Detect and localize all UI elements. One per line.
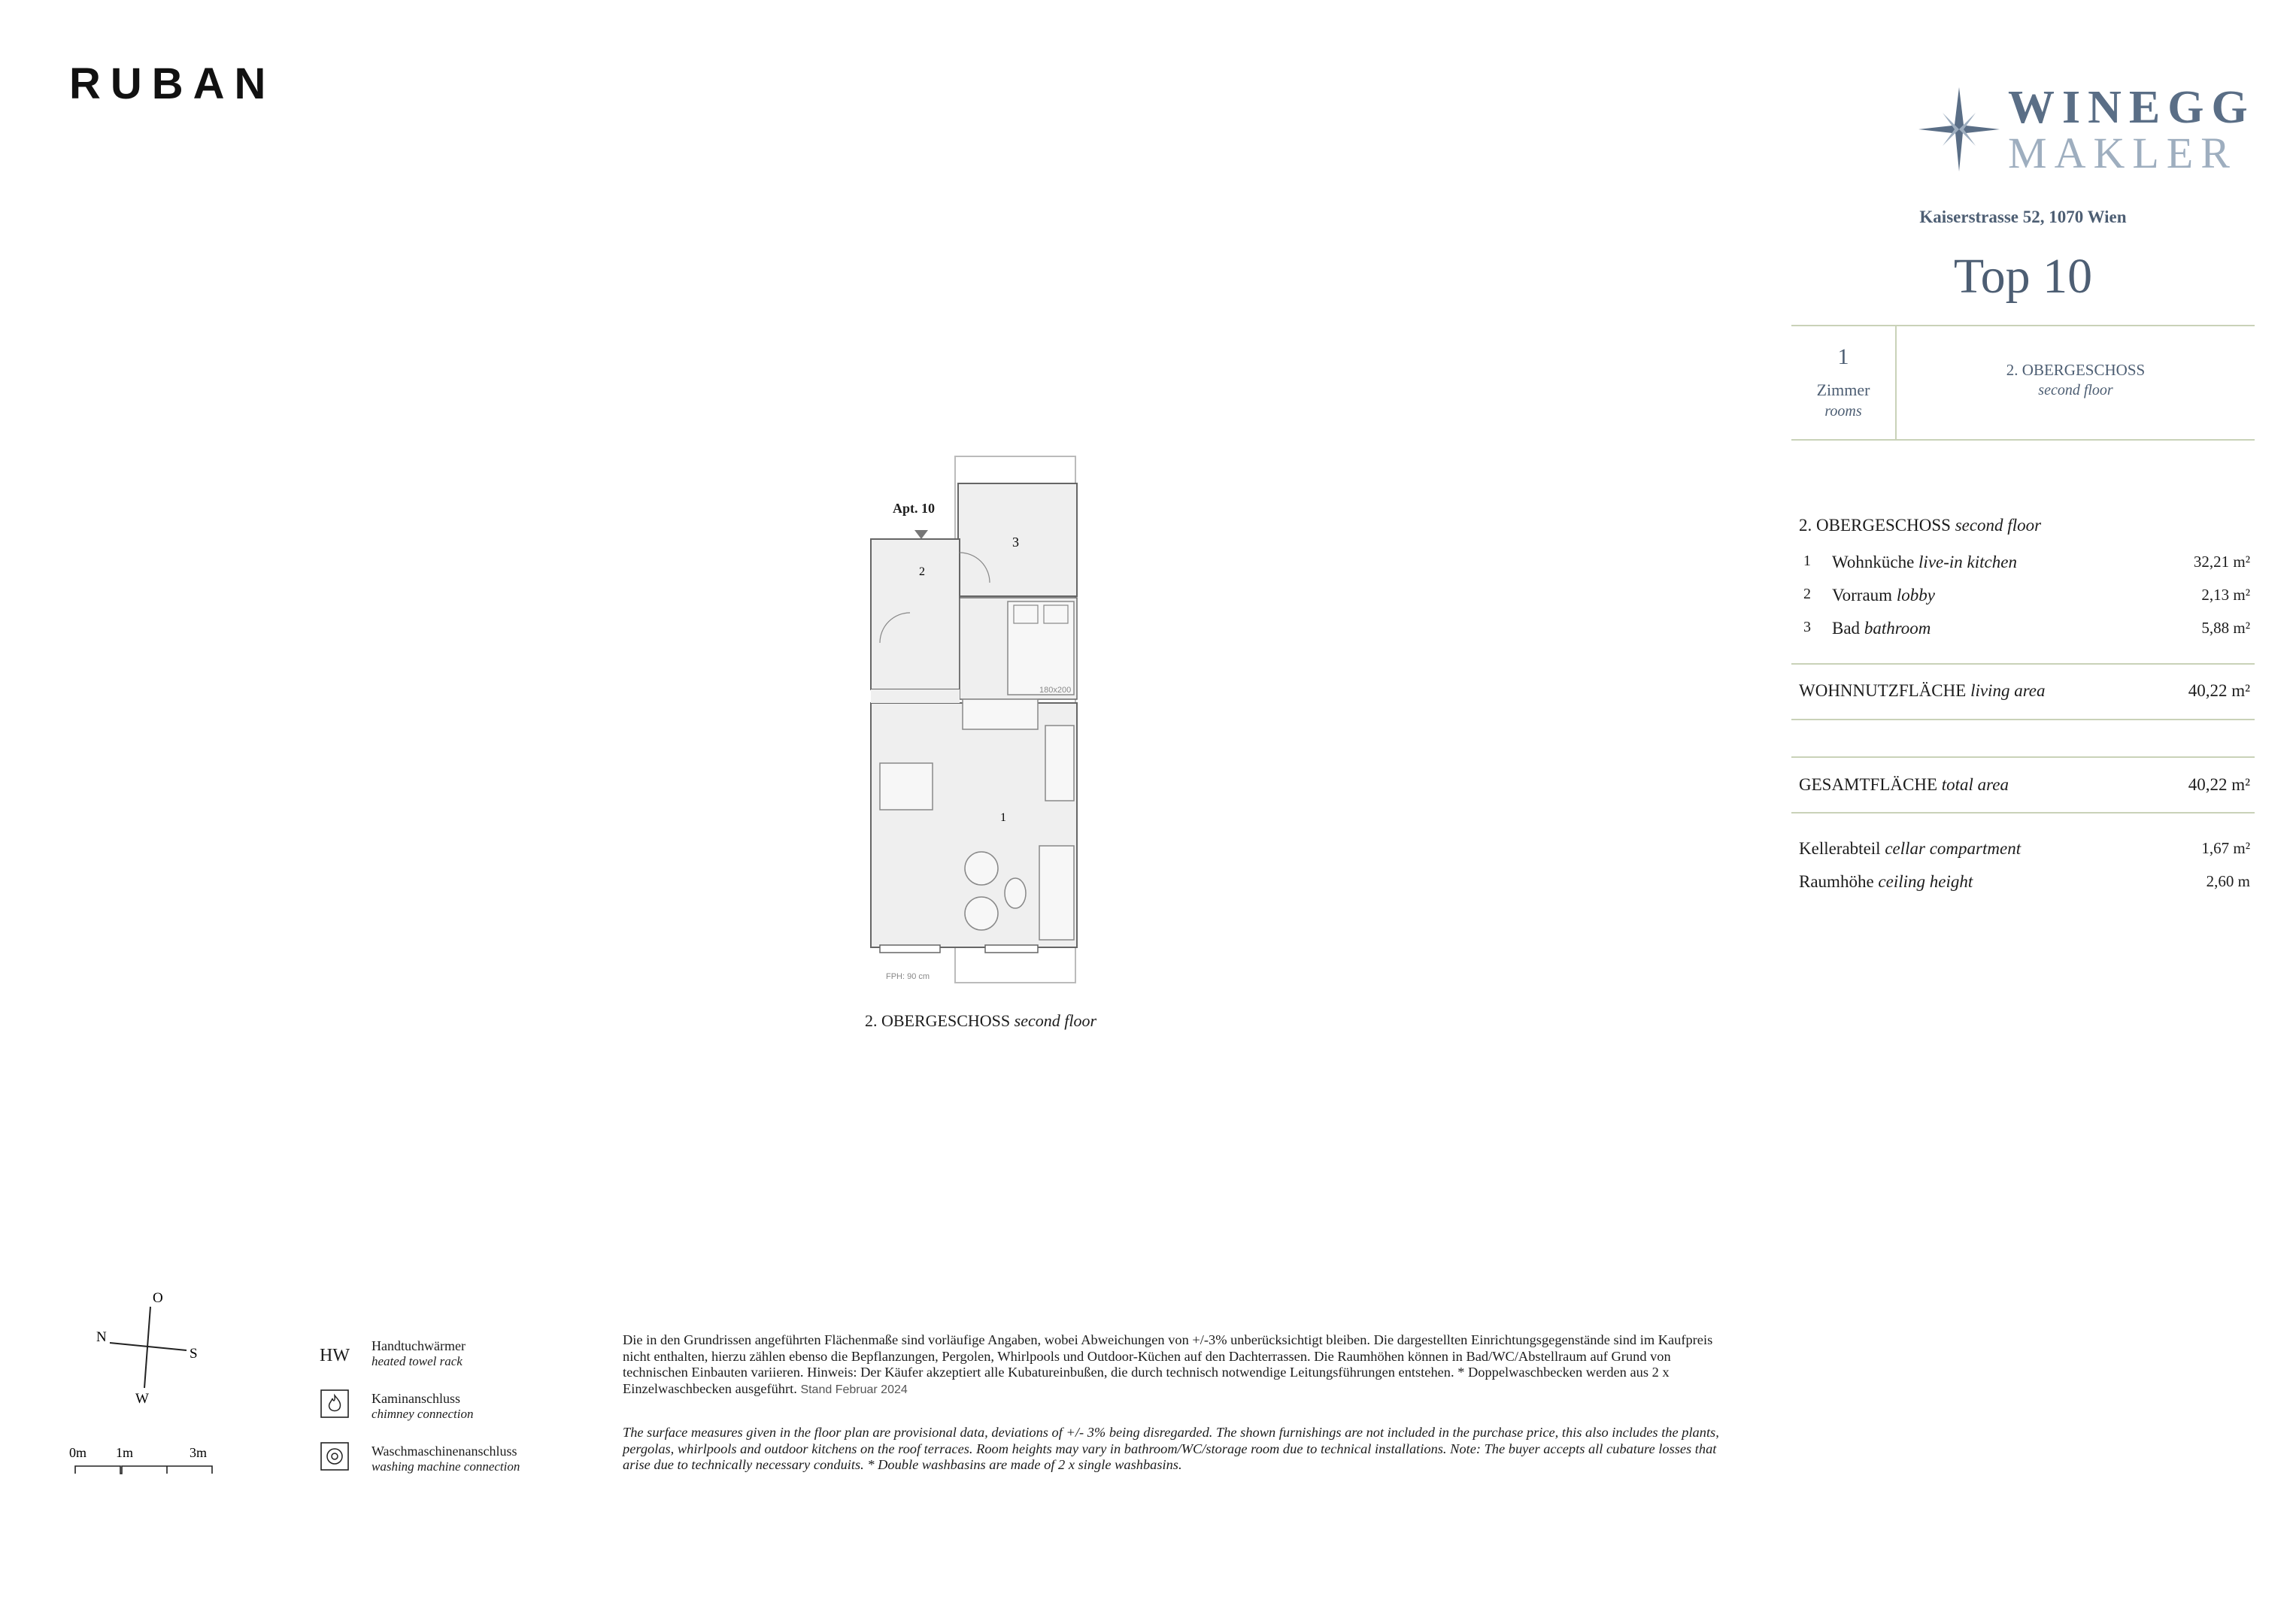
scale-1: 1m: [116, 1445, 134, 1460]
rooms-box: [1791, 326, 1895, 439]
cellar-value: 1,67 m²: [2201, 839, 2250, 857]
address: Kaiserstrasse 52, 1070 Wien: [1919, 208, 2127, 226]
living-area-row: [1799, 681, 2250, 704]
rooms-count: 1: [1837, 344, 1849, 369]
rule: [1791, 663, 2255, 665]
floor-plan: [865, 455, 1113, 985]
rooms-label-en: rooms: [1824, 403, 1862, 420]
floor-label: 2. OBERGESCHOSS: [2006, 361, 2146, 379]
legend-sublabel: chimney connection: [372, 1407, 474, 1421]
rooms-label: Zimmer: [1816, 380, 1870, 399]
legend-item-chimney: [372, 1391, 473, 1422]
legend-label: Handtuchwärmer: [372, 1338, 466, 1353]
kitchen-counter: [963, 699, 1038, 729]
armchair: [965, 852, 998, 885]
legend-label: Waschmaschinenanschluss: [372, 1444, 517, 1459]
height-row: [1799, 872, 2250, 895]
makler-wordmark: MAKLER: [2008, 129, 2237, 177]
rule: [1791, 756, 2255, 758]
window: [880, 945, 940, 953]
dining-table: [880, 763, 933, 810]
living-area-value: 40,22 m²: [2188, 681, 2250, 700]
bed-size-label: 180x200: [1039, 686, 1072, 695]
scale-0: 0m: [69, 1445, 87, 1460]
compass-o: O: [153, 1292, 163, 1306]
section-de: 2. OBERGESCHOSS: [1799, 516, 1951, 535]
room-value: 2,13 m²: [2201, 586, 2250, 604]
disclaimer-de: [623, 1332, 1721, 1398]
room-num: 1: [1803, 553, 1811, 569]
area-section-title: [1799, 516, 2041, 535]
total-area-row: [1799, 775, 2250, 798]
compass-icon: [81, 1292, 209, 1404]
room-value: 32,21 m²: [2193, 553, 2250, 571]
unit-title: Top 10: [1953, 249, 2093, 304]
disclaimer-en: The surface measures given in the floor plan are provisional data, deviations of +/- 3% being disregarded. The shown furnishings are not included in the purchase price, this also includes the plants, pergolas, whirlpools and outdoor kitchens on the roof terraces. Room heights may vary in bathroom/WC/storage room due to technical installations. Note: The buyer accepts all cubature losses that arise due to technically necessary conduits. * Double washbasins are made of 2 x single washbasins.: [623, 1425, 1719, 1472]
room-label-2: 2: [919, 565, 925, 578]
cellar-label: Kellerabteil cellar compartment: [1799, 839, 2022, 858]
window: [985, 945, 1038, 953]
hw-symbol: HW: [320, 1346, 350, 1365]
height-value: 2,60 m: [2206, 872, 2250, 890]
compass-s: S: [190, 1346, 198, 1362]
area-row: [1799, 586, 2250, 608]
fph-label: FPH: 90 cm: [886, 972, 930, 981]
lobby-area: [871, 539, 960, 689]
room-name: Vorraum lobby: [1832, 586, 1935, 604]
area-row: [1799, 619, 2250, 641]
room-num: 2: [1803, 586, 1811, 602]
floor-box: [1897, 326, 2255, 439]
living-area-label: WOHNNUTZFLÄCHE living area: [1799, 681, 2046, 700]
rule: [1791, 439, 2255, 441]
total-area-value: 40,22 m²: [2188, 775, 2250, 794]
legend-label: Kaminanschluss: [372, 1391, 460, 1406]
ruban-logo: RUBAN: [69, 59, 276, 108]
legend-item-hw: [372, 1338, 466, 1369]
area-row: [1799, 553, 2250, 575]
room-name: Bad bathroom: [1832, 619, 1931, 638]
height-label: Raumhöhe ceiling height: [1799, 872, 1973, 891]
section-en: second floor: [1955, 516, 2042, 535]
legend-sublabel: washing machine connection: [372, 1459, 520, 1474]
room-name: Wohnküche live-in kitchen: [1832, 553, 2017, 571]
scale-3: 3m: [190, 1445, 208, 1460]
legend-sublabel: heated towel rack: [372, 1354, 463, 1368]
kitchen-side: [1045, 726, 1074, 801]
scale-bar: [69, 1442, 220, 1480]
plan-caption: 2. OBERGESCHOSS second floor: [865, 1011, 1097, 1030]
side-table: [1005, 878, 1026, 908]
compass-n: N: [96, 1329, 107, 1345]
compass-w: W: [135, 1391, 149, 1404]
legend-item-washing: [372, 1444, 520, 1474]
washing-machine-icon: [320, 1442, 349, 1471]
entry-arrow: [914, 530, 928, 539]
room-label-1: 1: [1000, 811, 1006, 824]
armchair: [965, 897, 998, 930]
bed: [1008, 601, 1074, 695]
rule: [1791, 812, 2255, 814]
room-value: 5,88 m²: [2201, 619, 2250, 637]
cellar-row: [1799, 839, 2250, 862]
total-area-label: GESAMTFLÄCHE total area: [1799, 775, 2009, 794]
stand-date: Stand Februar 2024: [800, 1383, 908, 1396]
room-num: 3: [1803, 619, 1811, 635]
sofa: [1039, 846, 1074, 940]
room-label-3: 3: [1012, 535, 1019, 550]
disclaimer-de-text: Die in den Grundrissen angeführten Flächenmaße sind vorläufige Angaben, wobei Abweichungen von +/-3% unberücksichtigt bleiben. Die dargestellten Einrichtungsgegenstände sind im Kaufpreis nicht enthalten, hierzu zählen ebenso die Bepflanzungen, Pergolen, Whirlpools und Outdoor-Küchen auf den Dachterrassen. Die Raumhöhen können in Bad/WC/Abstellraum auf Grund von technischen Einbauten variieren. Hinweis: Der Käufer akzeptiert alle Kubatureinbußen, die durch technisch notwendige Leitungsführungen entstehen. * Doppelwaschbecken werden aus 2 x Einzelwaschbecken ausgeführt.: [623, 1332, 1713, 1396]
winegg-wordmark: WINEGG: [2008, 82, 2255, 133]
floor-label-en: second floor: [2038, 382, 2113, 398]
apt-label: Apt. 10: [893, 501, 936, 516]
winegg-star-icon: [1914, 84, 2004, 174]
flame-icon: [320, 1389, 349, 1418]
rule: [1791, 719, 2255, 720]
